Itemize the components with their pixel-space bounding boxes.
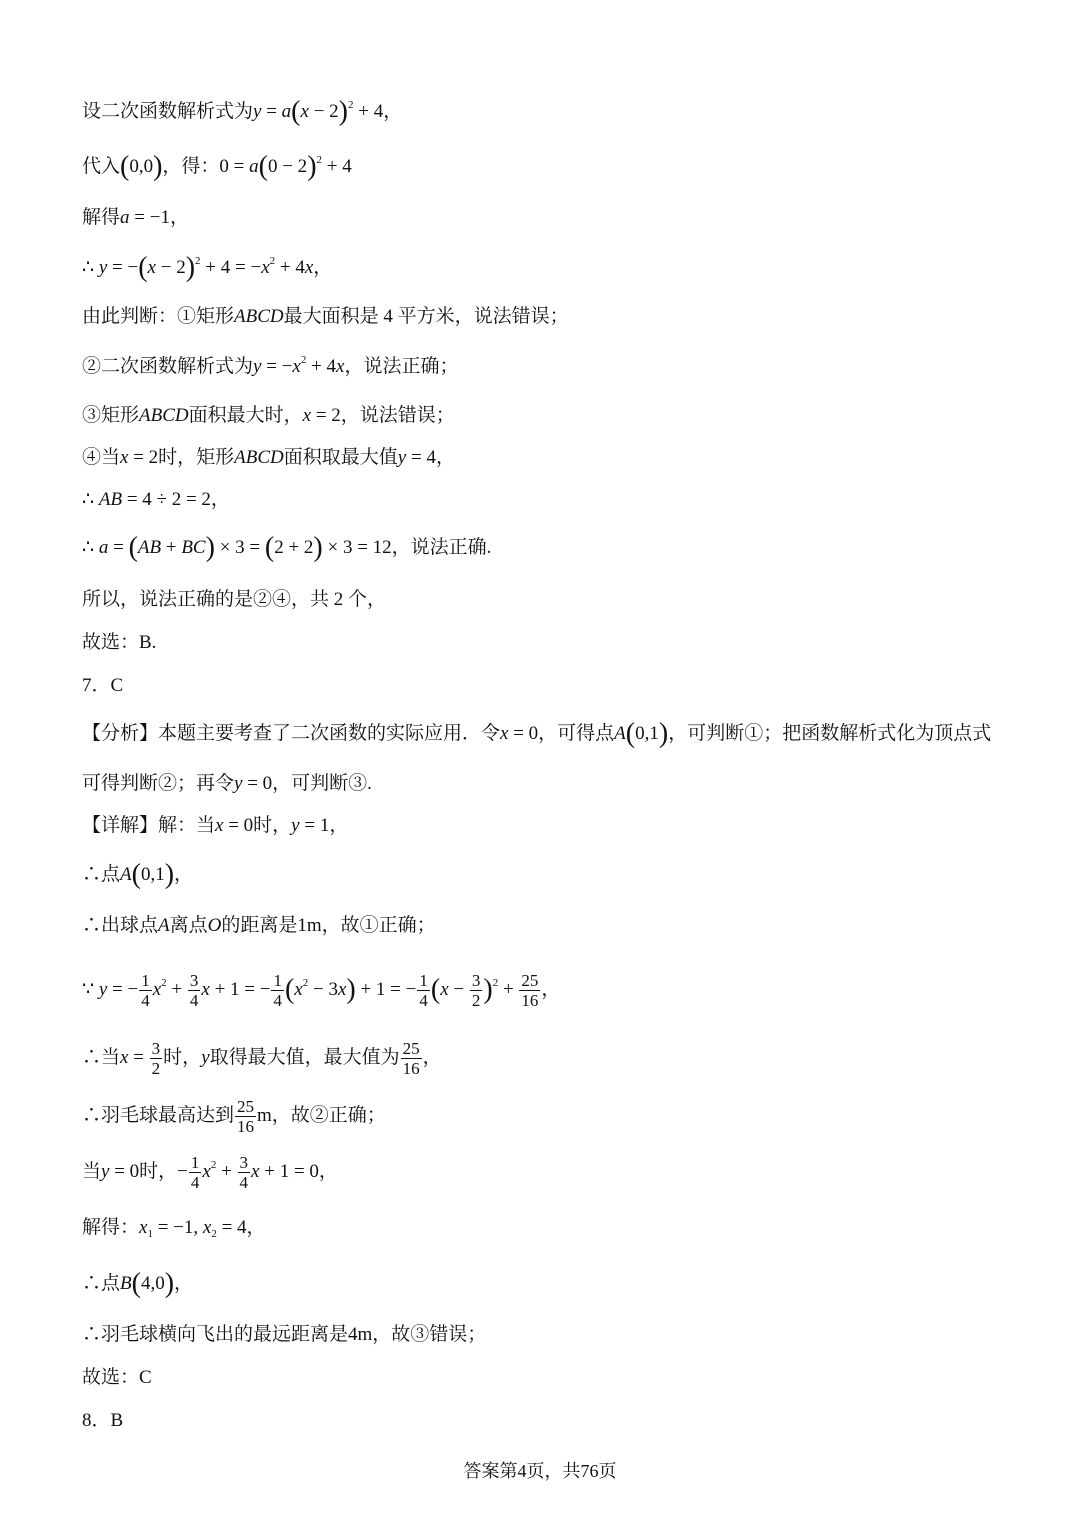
- solution-line: ∴点B(4,0)，: [82, 1268, 194, 1299]
- solution-line: 由此判断：①矩形ABCD最大面积是 4 平方米，说法错误；: [82, 306, 569, 327]
- analysis-line: 【分析】本题主要考查了二次函数的实际应用．令x = 0，可得点A(0,1)，可判断①；把函数解析式化为顶点式: [82, 718, 992, 749]
- page-footer: 答案第4页，共76页: [463, 1461, 617, 1481]
- solution-line: 设二次函数解析式为$y = a(x - 2)^2 + 4$，: [82, 96, 403, 127]
- solution-line: ③矩形ABCD面积最大时，x = 2，说法错误；: [82, 405, 455, 426]
- solution-line: ∴ $y = -(x - 2)^2 + 4 = -x^2 + 4x$，: [82, 252, 333, 283]
- solution-line: ∴当x = $\frac{3}{2}$ 时，y取得最大值，最大值为 $\frac{25}{16}$ ，: [82, 1039, 442, 1079]
- solution-line: ∴ AB = 4 ÷ 2 = 2，: [82, 489, 230, 510]
- solution-line: ∴出球点A离点O的距离是1m，故①正确；: [82, 915, 436, 936]
- solution-line: ④当x = 2时，矩形ABCD面积取最大值y = 4，: [82, 447, 455, 468]
- solution-line: 当y = 0时，− $\frac{1}{4}$ $x^2$ + $\frac{3}{4}$ x + 1 = 0，: [82, 1153, 338, 1193]
- solution-line: ∴ a = (AB + BC) × 3 = (2 + 2) × 3 = 12，说法正确.: [82, 532, 492, 563]
- solution-line: ∴羽毛球横向飞出的最远距离是4m，故③错误；: [82, 1324, 487, 1345]
- solution-line: 【详解】解：当x = 0时，y = 1，: [82, 815, 349, 836]
- solution-line: ∵ y = − $\frac{1}{4}$ $x^2$ + $\frac{3}{4}$ x + 1 = − $\frac{1}{4}$ $(x^2 - 3x) + 1$ = − $\frac{1}{4}$ (x − $\frac{3}{2}$ )$^2$ + $\frac{25}{16}$ ，: [82, 971, 561, 1011]
- analysis-line: 可得判断②；再令y = 0，可判断③.: [82, 773, 372, 794]
- solution-line: ∴点A(0,1)，: [82, 859, 194, 890]
- solution-line: 解得a = −1，: [82, 207, 189, 228]
- question-answer: 7．C: [82, 675, 124, 696]
- solution-line: ∴羽毛球最高达到 $\frac{25}{16}$ m，故②正确；: [82, 1097, 386, 1137]
- solution-line: 故选：C: [82, 1367, 152, 1388]
- solution-line: 解得：$x_1 = -1$, $x_2 = 4$，: [82, 1217, 266, 1240]
- solution-line: 代入(0,0)，得：$0 = a(0 - 2)^2 + 4$: [82, 151, 352, 182]
- solution-line: 故选：B.: [82, 632, 157, 653]
- question-answer: 8．B: [82, 1410, 124, 1431]
- solution-line: ②二次函数解析式为$y = -x^2 + 4x$，说法正确；: [82, 354, 459, 377]
- solution-line: 所以，说法正确的是②④，共 2 个，: [82, 589, 387, 610]
